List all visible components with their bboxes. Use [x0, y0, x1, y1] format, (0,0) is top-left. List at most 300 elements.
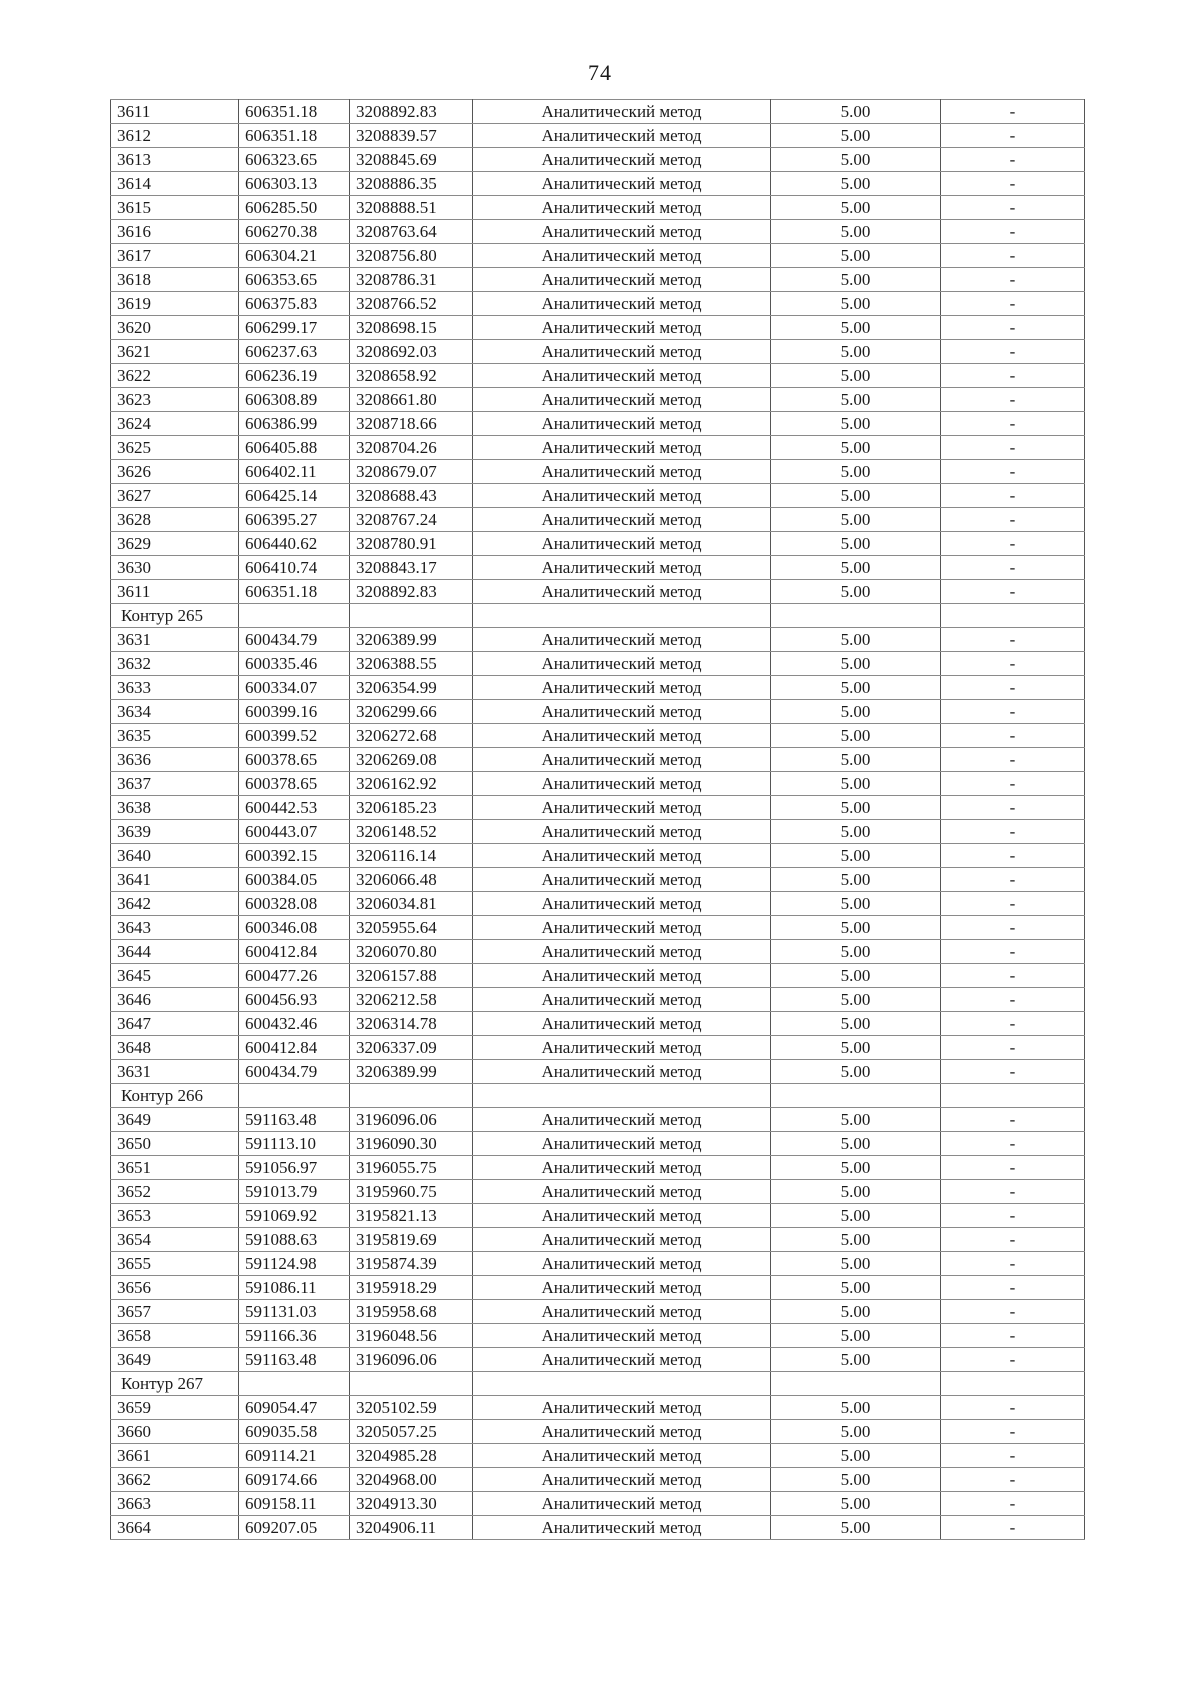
y-coordinate-cell: 3208679.07 [350, 460, 473, 484]
method-cell: Аналитический метод [473, 220, 771, 244]
accuracy-cell: 5.00 [771, 748, 941, 772]
note-cell: - [941, 436, 1085, 460]
empty-cell [473, 604, 771, 628]
accuracy-cell: 5.00 [771, 628, 941, 652]
accuracy-cell: 5.00 [771, 1276, 941, 1300]
accuracy-cell: 5.00 [771, 1012, 941, 1036]
point-number-cell: 3627 [111, 484, 239, 508]
table-row [111, 1300, 1085, 1324]
y-coordinate-cell: 3206354.99 [350, 676, 473, 700]
table-row [111, 580, 1085, 604]
table-row [111, 1060, 1085, 1084]
x-coordinate-cell: 600456.93 [239, 988, 350, 1012]
method-cell: Аналитический метод [473, 484, 771, 508]
y-coordinate-cell: 3208661.80 [350, 388, 473, 412]
note-cell: - [941, 124, 1085, 148]
y-coordinate-cell: 3208756.80 [350, 244, 473, 268]
note-cell: - [941, 1348, 1085, 1372]
x-coordinate-cell: 606405.88 [239, 436, 350, 460]
note-cell: - [941, 580, 1085, 604]
x-coordinate-cell: 600412.84 [239, 1036, 350, 1060]
table-row [111, 268, 1085, 292]
point-number-cell: 3622 [111, 364, 239, 388]
x-coordinate-cell: 606375.83 [239, 292, 350, 316]
accuracy-cell: 5.00 [771, 484, 941, 508]
y-coordinate-cell: 3208780.91 [350, 532, 473, 556]
note-cell: - [941, 628, 1085, 652]
accuracy-cell: 5.00 [771, 364, 941, 388]
table-row [111, 916, 1085, 940]
x-coordinate-cell: 600378.65 [239, 772, 350, 796]
x-coordinate-cell: 609174.66 [239, 1468, 350, 1492]
point-number-cell: 3613 [111, 148, 239, 172]
point-number-cell: 3617 [111, 244, 239, 268]
point-number-cell: 3633 [111, 676, 239, 700]
method-cell: Аналитический метод [473, 580, 771, 604]
x-coordinate-cell: 606303.13 [239, 172, 350, 196]
note-cell: - [941, 1228, 1085, 1252]
point-number-cell: 3651 [111, 1156, 239, 1180]
method-cell: Аналитический метод [473, 364, 771, 388]
x-coordinate-cell: 600334.07 [239, 676, 350, 700]
method-cell: Аналитический метод [473, 724, 771, 748]
y-coordinate-cell: 3206066.48 [350, 868, 473, 892]
point-number-cell: 3646 [111, 988, 239, 1012]
x-coordinate-cell: 591163.48 [239, 1348, 350, 1372]
table-row [111, 508, 1085, 532]
method-cell: Аналитический метод [473, 652, 771, 676]
x-coordinate-cell: 600335.46 [239, 652, 350, 676]
method-cell: Аналитический метод [473, 508, 771, 532]
x-coordinate-cell: 591056.97 [239, 1156, 350, 1180]
method-cell: Аналитический метод [473, 100, 771, 124]
method-cell: Аналитический метод [473, 892, 771, 916]
point-number-cell: 3662 [111, 1468, 239, 1492]
point-number-cell: 3638 [111, 796, 239, 820]
point-number-cell: 3623 [111, 388, 239, 412]
accuracy-cell: 5.00 [771, 1108, 941, 1132]
point-number-cell: 3629 [111, 532, 239, 556]
table-row [111, 676, 1085, 700]
note-cell: - [941, 796, 1085, 820]
table-row [111, 748, 1085, 772]
x-coordinate-cell: 606402.11 [239, 460, 350, 484]
empty-cell [771, 1084, 941, 1108]
contour-label: Контур 266 [111, 1084, 239, 1108]
table-row [111, 1108, 1085, 1132]
note-cell: - [941, 1300, 1085, 1324]
method-cell: Аналитический метод [473, 940, 771, 964]
note-cell: - [941, 748, 1085, 772]
y-coordinate-cell: 3208718.66 [350, 412, 473, 436]
point-number-cell: 3611 [111, 580, 239, 604]
point-number-cell: 3611 [111, 100, 239, 124]
point-number-cell: 3621 [111, 340, 239, 364]
y-coordinate-cell: 3205102.59 [350, 1396, 473, 1420]
table-row [111, 412, 1085, 436]
accuracy-cell: 5.00 [771, 1156, 941, 1180]
table-row [111, 700, 1085, 724]
point-number-cell: 3631 [111, 628, 239, 652]
note-cell: - [941, 1252, 1085, 1276]
point-number-cell: 3640 [111, 844, 239, 868]
method-cell: Аналитический метод [473, 1348, 771, 1372]
method-cell: Аналитический метод [473, 1252, 771, 1276]
table-row [111, 1276, 1085, 1300]
accuracy-cell: 5.00 [771, 580, 941, 604]
table-row [111, 868, 1085, 892]
y-coordinate-cell: 3208839.57 [350, 124, 473, 148]
accuracy-cell: 5.00 [771, 508, 941, 532]
table-row [111, 652, 1085, 676]
y-coordinate-cell: 3208843.17 [350, 556, 473, 580]
note-cell: - [941, 1180, 1085, 1204]
y-coordinate-cell: 3208692.03 [350, 340, 473, 364]
note-cell: - [941, 964, 1085, 988]
method-cell: Аналитический метод [473, 172, 771, 196]
x-coordinate-cell: 609114.21 [239, 1444, 350, 1468]
y-coordinate-cell: 3206269.08 [350, 748, 473, 772]
note-cell: - [941, 1468, 1085, 1492]
point-number-cell: 3663 [111, 1492, 239, 1516]
note-cell: - [941, 676, 1085, 700]
method-cell: Аналитический метод [473, 844, 771, 868]
note-cell: - [941, 1204, 1085, 1228]
y-coordinate-cell: 3206212.58 [350, 988, 473, 1012]
x-coordinate-cell: 600392.15 [239, 844, 350, 868]
method-cell: Аналитический метод [473, 916, 771, 940]
table-row [111, 796, 1085, 820]
accuracy-cell: 5.00 [771, 724, 941, 748]
y-coordinate-cell: 3208892.83 [350, 100, 473, 124]
accuracy-cell: 5.00 [771, 964, 941, 988]
method-cell: Аналитический метод [473, 964, 771, 988]
note-cell: - [941, 556, 1085, 580]
point-number-cell: 3616 [111, 220, 239, 244]
note-cell: - [941, 1036, 1085, 1060]
note-cell: - [941, 388, 1085, 412]
x-coordinate-cell: 600434.79 [239, 628, 350, 652]
table-row [111, 1228, 1085, 1252]
y-coordinate-cell: 3196096.06 [350, 1108, 473, 1132]
contour-header-row [111, 604, 1085, 628]
accuracy-cell: 5.00 [771, 268, 941, 292]
method-cell: Аналитический метод [473, 1444, 771, 1468]
table-row [111, 460, 1085, 484]
y-coordinate-cell: 3208767.24 [350, 508, 473, 532]
point-number-cell: 3647 [111, 1012, 239, 1036]
method-cell: Аналитический метод [473, 772, 771, 796]
table-row [111, 316, 1085, 340]
table-row [111, 1516, 1085, 1540]
note-cell: - [941, 772, 1085, 796]
table-row [111, 1252, 1085, 1276]
x-coordinate-cell: 606270.38 [239, 220, 350, 244]
note-cell: - [941, 220, 1085, 244]
coordinates-table [110, 99, 1085, 1540]
y-coordinate-cell: 3208704.26 [350, 436, 473, 460]
point-number-cell: 3649 [111, 1348, 239, 1372]
point-number-cell: 3631 [111, 1060, 239, 1084]
note-cell: - [941, 148, 1085, 172]
x-coordinate-cell: 591131.03 [239, 1300, 350, 1324]
note-cell: - [941, 1420, 1085, 1444]
table-row [111, 1180, 1085, 1204]
accuracy-cell: 5.00 [771, 820, 941, 844]
method-cell: Аналитический метод [473, 124, 771, 148]
x-coordinate-cell: 591013.79 [239, 1180, 350, 1204]
x-coordinate-cell: 600434.79 [239, 1060, 350, 1084]
method-cell: Аналитический метод [473, 1276, 771, 1300]
empty-cell [239, 1372, 350, 1396]
table-row [111, 484, 1085, 508]
point-number-cell: 3614 [111, 172, 239, 196]
contour-header-row [111, 1372, 1085, 1396]
empty-cell [350, 1372, 473, 1396]
x-coordinate-cell: 600412.84 [239, 940, 350, 964]
x-coordinate-cell: 606440.62 [239, 532, 350, 556]
accuracy-cell: 5.00 [771, 1036, 941, 1060]
x-coordinate-cell: 591088.63 [239, 1228, 350, 1252]
x-coordinate-cell: 606299.17 [239, 316, 350, 340]
table-row [111, 1348, 1085, 1372]
point-number-cell: 3637 [111, 772, 239, 796]
point-number-cell: 3630 [111, 556, 239, 580]
accuracy-cell: 5.00 [771, 1180, 941, 1204]
x-coordinate-cell: 591163.48 [239, 1108, 350, 1132]
accuracy-cell: 5.00 [771, 892, 941, 916]
method-cell: Аналитический метод [473, 1180, 771, 1204]
accuracy-cell: 5.00 [771, 1468, 941, 1492]
contour-label: Контур 267 [111, 1372, 239, 1396]
x-coordinate-cell: 609035.58 [239, 1420, 350, 1444]
x-coordinate-cell: 606308.89 [239, 388, 350, 412]
method-cell: Аналитический метод [473, 1468, 771, 1492]
method-cell: Аналитический метод [473, 868, 771, 892]
method-cell: Аналитический метод [473, 412, 771, 436]
table-row [111, 1324, 1085, 1348]
empty-cell [771, 604, 941, 628]
accuracy-cell: 5.00 [771, 844, 941, 868]
point-number-cell: 3648 [111, 1036, 239, 1060]
accuracy-cell: 5.00 [771, 292, 941, 316]
note-cell: - [941, 364, 1085, 388]
accuracy-cell: 5.00 [771, 244, 941, 268]
note-cell: - [941, 1132, 1085, 1156]
table-row [111, 772, 1085, 796]
method-cell: Аналитический метод [473, 316, 771, 340]
table-row [111, 436, 1085, 460]
method-cell: Аналитический метод [473, 628, 771, 652]
method-cell: Аналитический метод [473, 148, 771, 172]
x-coordinate-cell: 606351.18 [239, 100, 350, 124]
y-coordinate-cell: 3195918.29 [350, 1276, 473, 1300]
table-row [111, 964, 1085, 988]
note-cell: - [941, 460, 1085, 484]
point-number-cell: 3655 [111, 1252, 239, 1276]
table-row [111, 1444, 1085, 1468]
y-coordinate-cell: 3208698.15 [350, 316, 473, 340]
table-row [111, 100, 1085, 124]
note-cell: - [941, 412, 1085, 436]
x-coordinate-cell: 606425.14 [239, 484, 350, 508]
note-cell: - [941, 508, 1085, 532]
method-cell: Аналитический метод [473, 244, 771, 268]
method-cell: Аналитический метод [473, 820, 771, 844]
method-cell: Аналитический метод [473, 556, 771, 580]
table-row [111, 220, 1085, 244]
accuracy-cell: 5.00 [771, 556, 941, 580]
empty-cell [239, 604, 350, 628]
method-cell: Аналитический метод [473, 1060, 771, 1084]
y-coordinate-cell: 3206337.09 [350, 1036, 473, 1060]
x-coordinate-cell: 606351.18 [239, 580, 350, 604]
x-coordinate-cell: 606353.65 [239, 268, 350, 292]
x-coordinate-cell: 591124.98 [239, 1252, 350, 1276]
x-coordinate-cell: 606236.19 [239, 364, 350, 388]
note-cell: - [941, 1060, 1085, 1084]
note-cell: - [941, 1156, 1085, 1180]
y-coordinate-cell: 3206148.52 [350, 820, 473, 844]
table-row [111, 844, 1085, 868]
x-coordinate-cell: 600346.08 [239, 916, 350, 940]
note-cell: - [941, 820, 1085, 844]
accuracy-cell: 5.00 [771, 700, 941, 724]
x-coordinate-cell: 600399.16 [239, 700, 350, 724]
method-cell: Аналитический метод [473, 388, 771, 412]
table-row [111, 172, 1085, 196]
method-cell: Аналитический метод [473, 340, 771, 364]
table-row [111, 1156, 1085, 1180]
note-cell: - [941, 1108, 1085, 1132]
accuracy-cell: 5.00 [771, 220, 941, 244]
note-cell: - [941, 1444, 1085, 1468]
method-cell: Аналитический метод [473, 1132, 771, 1156]
y-coordinate-cell: 3204913.30 [350, 1492, 473, 1516]
y-coordinate-cell: 3204906.11 [350, 1516, 473, 1540]
y-coordinate-cell: 3205057.25 [350, 1420, 473, 1444]
x-coordinate-cell: 600432.46 [239, 1012, 350, 1036]
table-row [111, 1132, 1085, 1156]
table-row [111, 820, 1085, 844]
method-cell: Аналитический метод [473, 460, 771, 484]
method-cell: Аналитический метод [473, 436, 771, 460]
method-cell: Аналитический метод [473, 532, 771, 556]
empty-cell [350, 604, 473, 628]
y-coordinate-cell: 3208886.35 [350, 172, 473, 196]
method-cell: Аналитический метод [473, 268, 771, 292]
point-number-cell: 3643 [111, 916, 239, 940]
accuracy-cell: 5.00 [771, 436, 941, 460]
note-cell: - [941, 268, 1085, 292]
accuracy-cell: 5.00 [771, 196, 941, 220]
note-cell: - [941, 724, 1085, 748]
note-cell: - [941, 1324, 1085, 1348]
method-cell: Аналитический метод [473, 748, 771, 772]
empty-cell [941, 1372, 1085, 1396]
y-coordinate-cell: 3196096.06 [350, 1348, 473, 1372]
point-number-cell: 3652 [111, 1180, 239, 1204]
contour-label: Контур 265 [111, 604, 239, 628]
point-number-cell: 3642 [111, 892, 239, 916]
note-cell: - [941, 652, 1085, 676]
accuracy-cell: 5.00 [771, 172, 941, 196]
accuracy-cell: 5.00 [771, 1324, 941, 1348]
accuracy-cell: 5.00 [771, 1396, 941, 1420]
accuracy-cell: 5.00 [771, 1060, 941, 1084]
accuracy-cell: 5.00 [771, 940, 941, 964]
accuracy-cell: 5.00 [771, 100, 941, 124]
y-coordinate-cell: 3206157.88 [350, 964, 473, 988]
table-row [111, 340, 1085, 364]
accuracy-cell: 5.00 [771, 1348, 941, 1372]
note-cell: - [941, 988, 1085, 1012]
point-number-cell: 3649 [111, 1108, 239, 1132]
table-row [111, 724, 1085, 748]
point-number-cell: 3654 [111, 1228, 239, 1252]
note-cell: - [941, 484, 1085, 508]
accuracy-cell: 5.00 [771, 772, 941, 796]
table-row [111, 1204, 1085, 1228]
y-coordinate-cell: 3206070.80 [350, 940, 473, 964]
method-cell: Аналитический метод [473, 1228, 771, 1252]
point-number-cell: 3628 [111, 508, 239, 532]
accuracy-cell: 5.00 [771, 652, 941, 676]
accuracy-cell: 5.00 [771, 1492, 941, 1516]
note-cell: - [941, 700, 1085, 724]
method-cell: Аналитический метод [473, 676, 771, 700]
note-cell: - [941, 1396, 1085, 1420]
point-number-cell: 3657 [111, 1300, 239, 1324]
point-number-cell: 3660 [111, 1420, 239, 1444]
y-coordinate-cell: 3208845.69 [350, 148, 473, 172]
note-cell: - [941, 916, 1085, 940]
method-cell: Аналитический метод [473, 1300, 771, 1324]
accuracy-cell: 5.00 [771, 340, 941, 364]
method-cell: Аналитический метод [473, 1420, 771, 1444]
empty-cell [771, 1372, 941, 1396]
x-coordinate-cell: 609158.11 [239, 1492, 350, 1516]
y-coordinate-cell: 3206389.99 [350, 628, 473, 652]
accuracy-cell: 5.00 [771, 1204, 941, 1228]
table-row [111, 892, 1085, 916]
y-coordinate-cell: 3208763.64 [350, 220, 473, 244]
x-coordinate-cell: 600328.08 [239, 892, 350, 916]
note-cell: - [941, 1012, 1085, 1036]
point-number-cell: 3624 [111, 412, 239, 436]
x-coordinate-cell: 600384.05 [239, 868, 350, 892]
method-cell: Аналитический метод [473, 1012, 771, 1036]
accuracy-cell: 5.00 [771, 388, 941, 412]
table-row [111, 532, 1085, 556]
note-cell: - [941, 316, 1085, 340]
accuracy-cell: 5.00 [771, 460, 941, 484]
y-coordinate-cell: 3208888.51 [350, 196, 473, 220]
point-number-cell: 3664 [111, 1516, 239, 1540]
y-coordinate-cell: 3206185.23 [350, 796, 473, 820]
y-coordinate-cell: 3195958.68 [350, 1300, 473, 1324]
method-cell: Аналитический метод [473, 700, 771, 724]
y-coordinate-cell: 3208766.52 [350, 292, 473, 316]
method-cell: Аналитический метод [473, 1492, 771, 1516]
y-coordinate-cell: 3206388.55 [350, 652, 473, 676]
y-coordinate-cell: 3206034.81 [350, 892, 473, 916]
table-row [111, 1012, 1085, 1036]
accuracy-cell: 5.00 [771, 916, 941, 940]
accuracy-cell: 5.00 [771, 124, 941, 148]
x-coordinate-cell: 600378.65 [239, 748, 350, 772]
x-coordinate-cell: 606304.21 [239, 244, 350, 268]
